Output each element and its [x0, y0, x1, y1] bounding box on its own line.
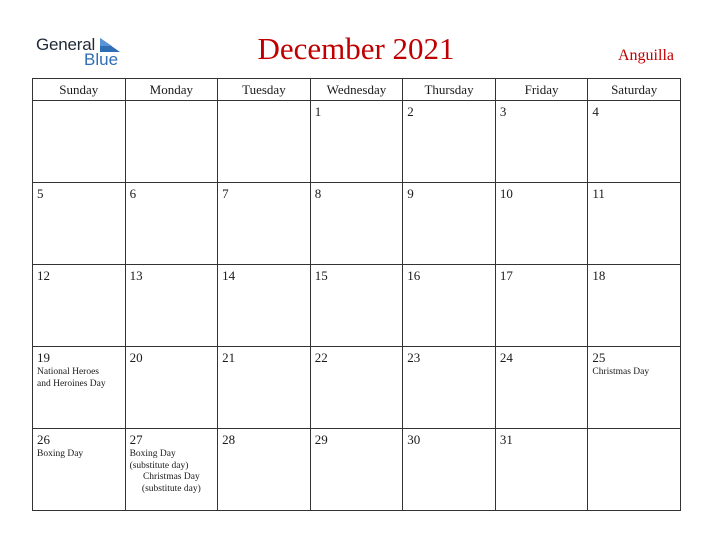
day-cell: [125, 101, 218, 183]
day-cell: [125, 429, 218, 511]
day-cell: [403, 347, 496, 429]
day-number: 7: [222, 186, 229, 201]
country-name: Anguilla: [618, 47, 674, 64]
day-cell: [218, 101, 311, 183]
day-cell: [403, 183, 496, 265]
day-cell: [403, 265, 496, 347]
day-cell: [588, 265, 681, 347]
day-number: 21: [222, 350, 236, 365]
day-number: 23: [407, 350, 421, 365]
day-cell: [218, 429, 311, 511]
day-number: 22: [314, 350, 328, 365]
day-number: 15: [314, 268, 328, 283]
holiday-label: [130, 472, 214, 495]
day-cell: [588, 183, 681, 265]
day-number: 12: [37, 268, 50, 283]
week-row: [33, 347, 681, 429]
day-cell: [588, 347, 681, 429]
holiday-label: [37, 449, 121, 461]
day-cell: [588, 101, 681, 183]
calendar-grid: [32, 78, 681, 511]
day-cell: [218, 347, 311, 429]
day-cell: [33, 265, 126, 347]
day-number: 24: [499, 350, 513, 365]
holiday-label: [592, 367, 676, 379]
holiday-label-line: Boxing Day: [129, 449, 176, 459]
day-number: 14: [222, 268, 236, 283]
day-cell: [588, 429, 681, 511]
day-cell: [33, 347, 126, 429]
day-cell: [33, 101, 126, 183]
day-cell: [403, 429, 496, 511]
day-number: 4: [592, 104, 599, 119]
weekday-header: Wednesday: [310, 79, 403, 101]
holiday-label-line: (substitute day): [141, 483, 201, 494]
day-number: 5: [37, 186, 44, 201]
logo-text-general: General: [36, 35, 96, 54]
day-number: 30: [407, 432, 421, 447]
page-title: December 2021: [257, 31, 455, 66]
holiday-label-line: Boxing Day: [37, 449, 84, 459]
holiday-label-line: (substitute day): [129, 460, 189, 471]
day-cell: [125, 265, 218, 347]
weekday-header: Saturday: [588, 79, 681, 101]
day-cell: [495, 429, 588, 511]
day-cell: [310, 429, 403, 511]
day-number: 19: [37, 350, 50, 365]
day-number: 2: [407, 104, 414, 119]
holiday-label-line: Christmas Day: [142, 472, 200, 482]
day-cell: [403, 101, 496, 183]
day-number: 17: [499, 268, 513, 283]
day-number: 31: [499, 432, 513, 447]
holiday-label-line: and Heroines Day: [37, 378, 106, 389]
weekday-header: Thursday: [403, 79, 496, 101]
weekday-header: Monday: [125, 79, 218, 101]
day-number: 10: [499, 186, 513, 201]
day-number: 11: [592, 186, 605, 201]
day-cell: [310, 101, 403, 183]
holiday-label-line: National Heroes: [37, 367, 99, 377]
holiday-label: [37, 367, 121, 390]
day-cell: [495, 347, 588, 429]
day-cell: [125, 183, 218, 265]
week-row: [33, 183, 681, 265]
day-number: 18: [592, 268, 606, 283]
day-number: 1: [314, 104, 322, 119]
day-cell: [218, 183, 311, 265]
holiday-label-line: Christmas Day: [592, 367, 650, 377]
day-cell: [33, 183, 126, 265]
day-number: 26: [37, 432, 50, 447]
day-cell: [310, 183, 403, 265]
day-cell: [33, 429, 126, 511]
day-number: 29: [314, 432, 328, 447]
weekday-header: Tuesday: [218, 79, 311, 101]
day-number: 25: [592, 350, 606, 365]
day-cell: [495, 265, 588, 347]
day-number: 8: [314, 186, 322, 201]
day-cell: [310, 347, 403, 429]
week-row: [33, 429, 681, 511]
day-number: 28: [222, 432, 236, 447]
holiday-label: [130, 449, 214, 472]
day-cell: [125, 347, 218, 429]
weekday-header: Sunday: [33, 79, 126, 101]
weekday-header: Friday: [495, 79, 588, 101]
day-number: 9: [407, 186, 414, 201]
day-cell: [218, 265, 311, 347]
logo-text-blue: Blue: [84, 50, 119, 69]
day-cell: [310, 265, 403, 347]
day-cell: [495, 101, 588, 183]
day-number: 3: [499, 104, 507, 119]
day-number: 27: [129, 432, 143, 447]
day-cell: [495, 183, 588, 265]
weekday-header-row: [33, 79, 681, 101]
day-number: 6: [129, 186, 137, 201]
week-row: [33, 101, 681, 183]
day-number: 20: [129, 350, 143, 365]
week-row: [33, 265, 681, 347]
day-number: 13: [129, 268, 143, 283]
day-number: 16: [407, 268, 421, 283]
